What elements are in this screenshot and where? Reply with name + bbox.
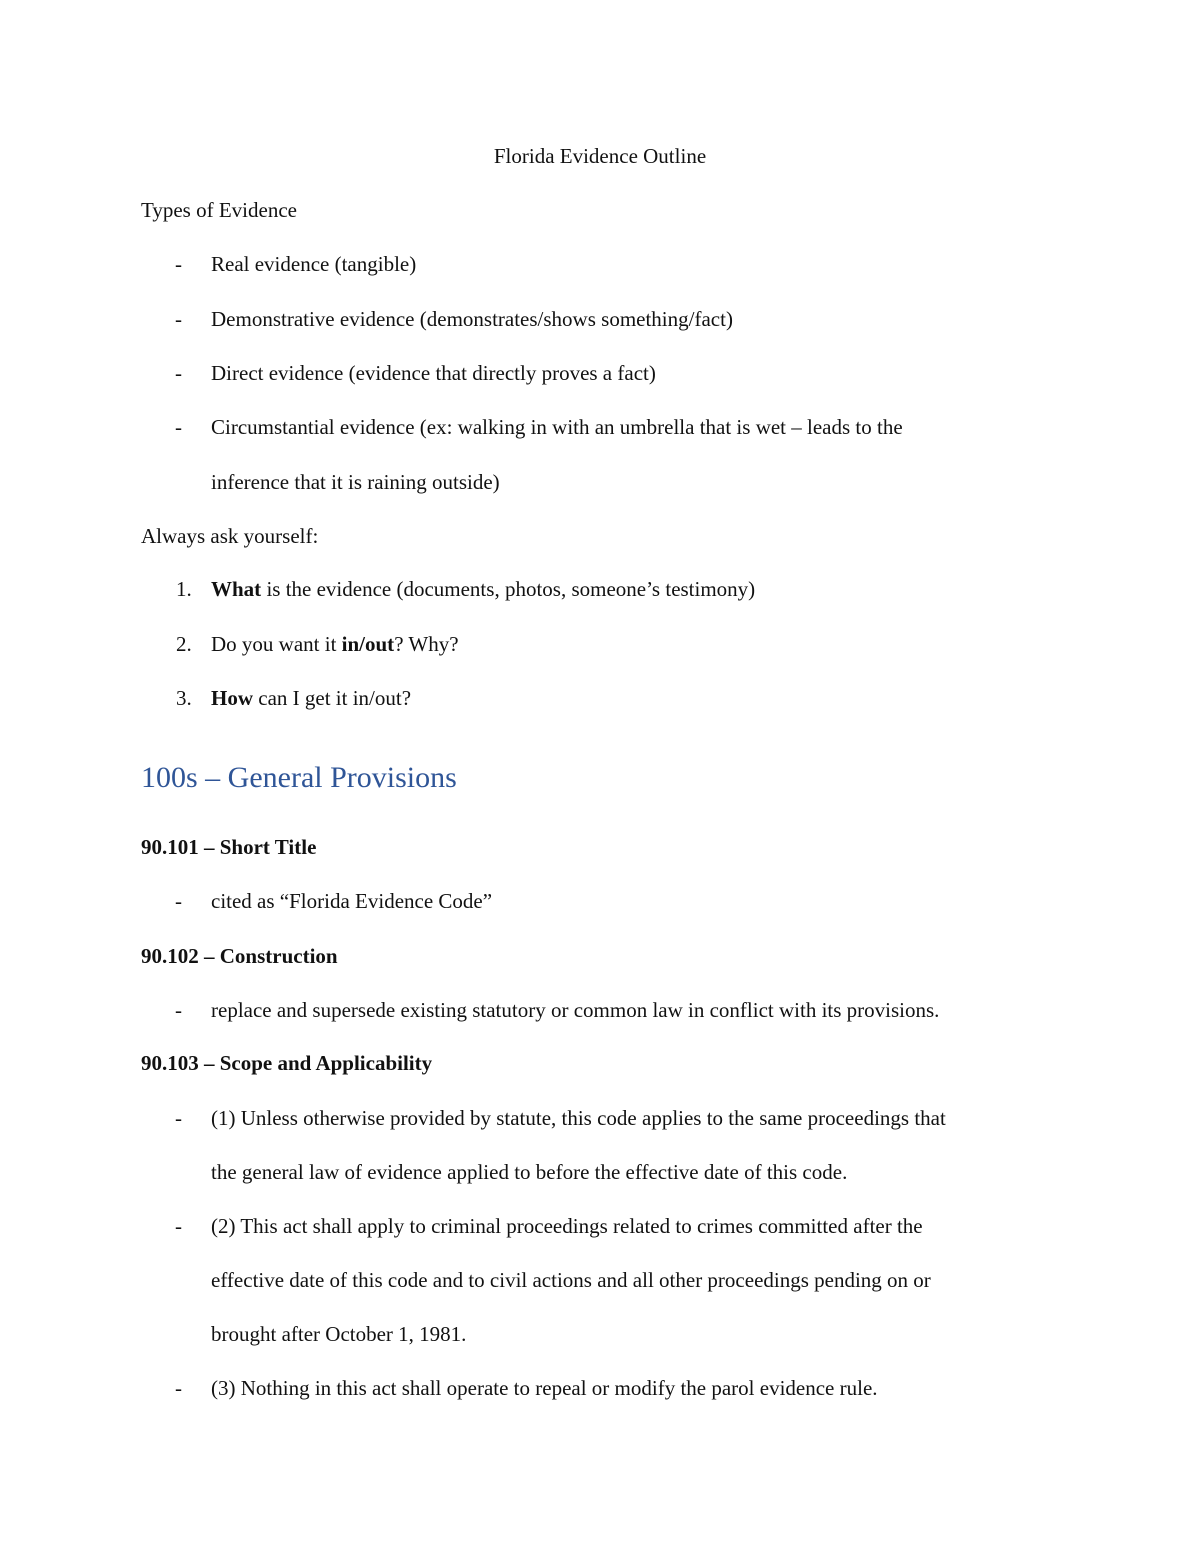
s103-item-2-cont: effective date of this code and to civil actions and all other proceedings pending on or — [211, 1268, 931, 1292]
types-item-direct: Direct evidence (evidence that directly proves a fact) — [211, 361, 656, 385]
types-item-demonstrative: Demonstrative evidence (demonstrates/shows something/fact) — [211, 307, 733, 331]
document-title: Florida Evidence Outline — [493, 144, 707, 168]
section-title-90-101: 90.101 – Short Title — [141, 835, 317, 859]
types-item-circumstantial-cont: inference that it is raining outside) — [211, 470, 500, 494]
section-heading-general-provisions: 100s – General Provisions — [141, 761, 457, 794]
ask-item-text: ? Why? — [394, 632, 459, 656]
s102-item: replace and supersede existing statutory or common law in conflict with its provisions. — [211, 998, 940, 1022]
ask-item-how — [211, 685, 411, 711]
ask-item-bold: in/out — [341, 632, 395, 656]
section-title-90-103: 90.103 – Scope and Applicability — [141, 1051, 433, 1075]
s103-item-1: (1) Unless otherwise provided by statute, this code applies to the same proceedings that — [211, 1106, 946, 1130]
s103-item-2: (2) This act shall apply to criminal proceedings related to crimes committed after the — [211, 1214, 923, 1238]
s101-item: cited as “Florida Evidence Code” — [211, 889, 493, 913]
types-item-circumstantial: Circumstantial evidence (ex: walking in with an umbrella that is wet – leads to the — [211, 415, 903, 439]
ask-item-text: Do you want it — [211, 632, 342, 656]
types-item-real: Real evidence (tangible) — [211, 252, 417, 276]
list-number: 1. — [176, 577, 192, 601]
list-number: 2. — [176, 632, 192, 656]
ask-item-text: is the evidence (documents, photos, someone’s testimony) — [261, 577, 756, 601]
s103-item-3: (3) Nothing in this act shall operate to repeal or modify the parol evidence rule. — [211, 1376, 878, 1400]
ask-heading: Always ask yourself: — [141, 524, 319, 548]
bullet-dash: - — [175, 361, 182, 385]
s103-item-1-cont: the general law of evidence applied to before the effective date of this code. — [211, 1160, 848, 1184]
ask-item-bold: What — [211, 577, 262, 601]
s103-item-2-cont: brought after October 1, 1981. — [211, 1322, 467, 1346]
bullet-dash: - — [175, 415, 182, 439]
ask-item-what — [211, 576, 755, 602]
bullet-dash: - — [175, 1376, 182, 1400]
section-title-90-102: 90.102 – Construction — [141, 944, 338, 968]
bullet-dash: - — [175, 1214, 182, 1238]
bullet-dash: - — [175, 307, 182, 331]
list-number: 3. — [176, 686, 192, 710]
bullet-dash: - — [175, 889, 182, 913]
bullet-dash: - — [175, 1106, 182, 1130]
ask-item-bold: How — [211, 686, 253, 710]
bullet-dash: - — [175, 998, 182, 1022]
ask-item-inout — [211, 631, 459, 657]
types-heading: Types of Evidence — [141, 198, 297, 222]
ask-item-text: can I get it in/out? — [253, 686, 412, 710]
bullet-dash: - — [175, 252, 182, 276]
